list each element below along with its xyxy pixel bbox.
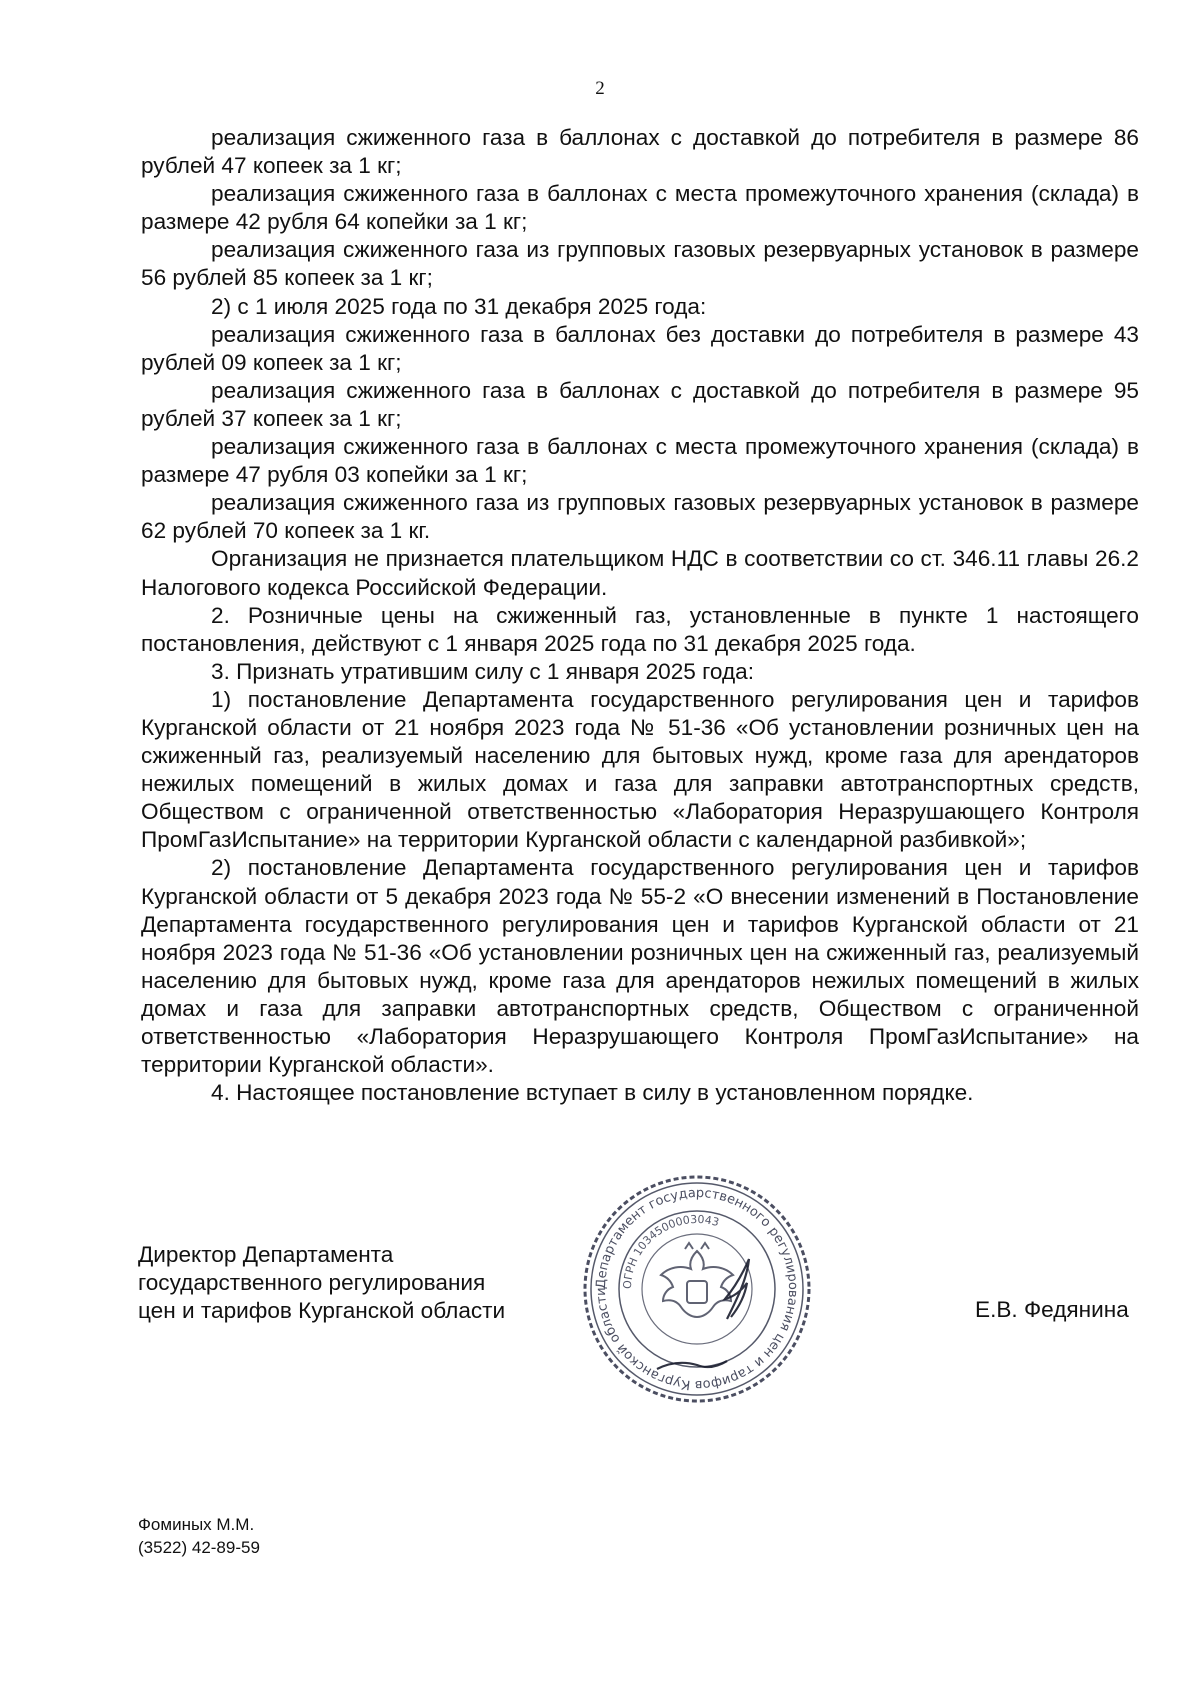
signatory-name: Е.В. Федянина — [975, 1297, 1129, 1322]
executor-name: Фоминых М.М. — [138, 1515, 255, 1534]
official-seal — [577, 1169, 817, 1409]
seal-inner-text: ОГРН 1034500003043 — [620, 1212, 721, 1290]
signatory-title-line: государственного регулирования — [138, 1270, 486, 1295]
paragraph: реализация сжиженного газа в баллонах с места промежуточного хранения (склада) в размере 47 рубля 03 копейки за 1 кг; — [141, 434, 1139, 488]
paragraph: реализация сжиженного газа в баллонах с доставкой до потребителя в размере 86 рублей 47 копеек за 1 кг; — [141, 125, 1139, 179]
paragraph: реализация сжиженного газа в баллонах с доставкой до потребителя в размере 95 рублей 37 копеек за 1 кг; — [141, 377, 1139, 431]
executor-info — [138, 1513, 260, 1559]
paragraph: 2) постановление Департамента государственного регулирования цен и тарифов Курганской области от 5 декабря 2023 года № 55-2 «О внесении изменений в Постановление Департамента государственного регулирования цен и тарифов Курганской области от 21 ноября 2023 года № 51-36 «Об установлении розничных цен на сжиженный газ, реализуемый населению для бытовых нужд, кроме газа для арендаторов нежилых помещений в жилых домах и газа для заправки автотранспортных средств, Обществом с ограниченной ответственностью «Лаборатория Неразрушающего Контроля ПромГазИспытание» на территории Курганской области». — [141, 855, 1139, 1078]
executor-phone: (3522) 42-89-59 — [138, 1538, 260, 1557]
signatory-title-line: Директор Департамента — [138, 1242, 394, 1267]
paragraph: реализация сжиженного газа в баллонах с места промежуточного хранения (склада) в размере 42 рубля 64 копейки за 1 кг; — [141, 181, 1139, 235]
paragraph: реализация сжиженного газа из групповых газовых резервуарных установок в размере 56 рублей 85 копеек за 1 кг; — [141, 237, 1139, 291]
paragraph: 4. Настоящее постановление вступает в силу в установленном порядке. — [211, 1080, 974, 1106]
signatory-title-line: цен и тарифов Курганской области — [138, 1298, 506, 1323]
paragraph: 2) с 1 июля 2025 года по 31 декабря 2025 года: — [211, 293, 707, 319]
coat-of-arms-emblem — [661, 1243, 733, 1317]
paragraph: реализация сжиженного газа из групповых газовых резервуарных установок в размере 62 рублей 70 копеек за 1 кг. — [141, 490, 1139, 544]
paragraph: 3. Признать утратившим силу с 1 января 2025 года: — [211, 658, 754, 684]
page-number: 2 — [595, 78, 605, 99]
seal-graphic — [577, 1169, 817, 1409]
paragraph: 2. Розничные цены на сжиженный газ, установленные в пункте 1 настоящего постановления, действуют с 1 января 2025 года по 31 декабря 2025 года. — [141, 602, 1139, 656]
paragraph: 1) постановление Департамента государственного регулирования цен и тарифов Курганской области от 21 ноября 2023 года № 51-36 «Об установлении розничных цен на сжиженный газ, реализуемый населению для бытовых нужд, кроме газа для арендаторов нежилых помещений в жилых домах и газа для заправки автотранспортных средств, Обществом с ограниченной ответственностью «Лаборатория Неразрушающего Контроля ПромГазИспытание» на территории Курганской области с календарной разбивкой»; — [141, 686, 1139, 853]
document-body — [141, 124, 1139, 1107]
seal-outer-text: Департамент государственного регулирования цен и тарифов Курганской области — [593, 1185, 801, 1393]
signatory-title — [138, 1241, 505, 1325]
paragraph: реализация сжиженного газа в баллонах без доставки до потребителя в размере 43 рублей 09 копеек за 1 кг; — [141, 321, 1139, 375]
paragraph: Организация не признается плательщиком НДС в соответствии со ст. 346.11 главы 26.2 Налогового кодекса Российской Федерации. — [141, 546, 1139, 600]
signature-scribble — [657, 1259, 749, 1369]
